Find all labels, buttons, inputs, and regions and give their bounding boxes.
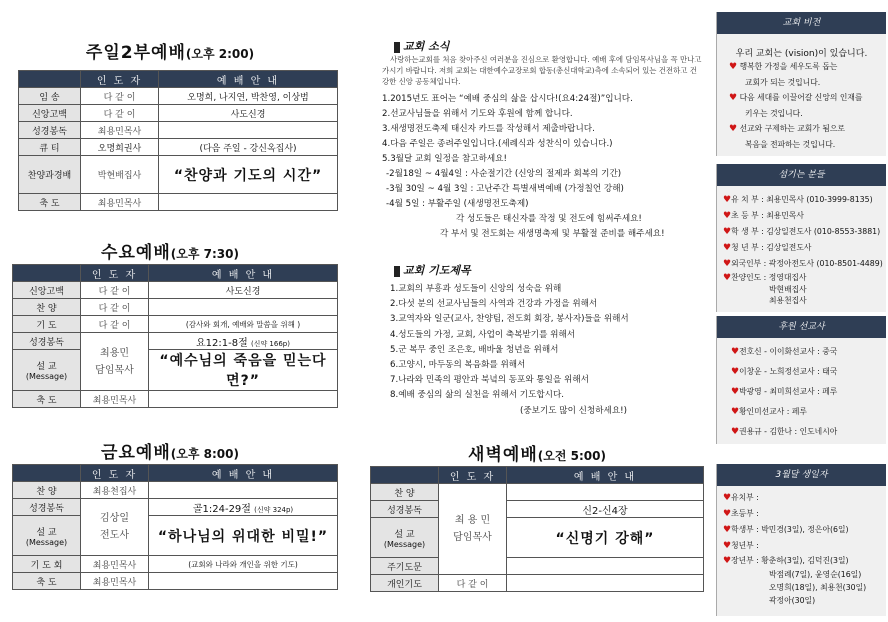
wednesday-title: 수요예배(오후 7:30)	[101, 243, 239, 263]
vision-box: 교회 비전 우리 교회는 (vision)이 있습니다. ♥ 행복한 가정을 세우도록 돕는 교회가 되는 것입니다. ♥ 다음 세대를 이끌어갈 신앙의 인재를 키우는 것입니다. ♥ 선교와 구제하는 교회가 됨으로 복음을 전파하는 것입니다.	[716, 12, 886, 156]
missionary-box: 후원 선교사 ♥전호신 - 이이화선교사 : 중국 ♥이창운 - 노희정선교사 : 태국 ♥박광영 - 최미희선교사 : 페루 ♥황인미선교사 : 페루 ♥권용규 - 김한나 : 인도네시아	[716, 316, 886, 444]
dawn-table: 인 도 자 예 배 안 내 찬 양 최 용 민 담임목사 성경봉독 신2-신4장 설 교 (Message) “신명기 강해” 주기도문 개인기도 다 같 이	[370, 466, 704, 592]
news-heading: 교회 소식	[394, 38, 449, 54]
news-block: 사랑하는교회를 처음 찾아주신 여러분을 진심으로 환영합니다. 예배 후에 담임목사님을 꼭 만나고 가시기 바랍니다. 저희 교회는 대한예수교장로회 합동(총신대학교)측에 소속되어 있는 건전하고 건강한 신앙 공동체입니다. 1.2015년도 표어는 “예배 중심의 삶을 삽시다!(요4:24절)”입니다. 2.선교사님들을 위해서 기도와 후원에 함께 합니다. 3.새생명전도축제 태신자 카드를 작성해서 제출바랍니다. 4.다음 주일은 종려주일입니다.(세례식과 성찬식이 있습니다.) 5.3월달 교회 일정을 참고하세요! -2월18일 ~ 4월4일 : 사순절기간 (신앙의 절제과 회복의 기간) -3월 30일 ~ 4월 3일 : 고난주간 특별새벽예배 (가정칠언 강해) -4월 5일 : 부활주일 (새생명전도축제) 각 성도들은 태신자를 작정 및 전도에 힘써주세요! 각 부서 및 전도회는 새생명축제 및 부활절 준비를 해주세요!	[382, 55, 702, 239]
prayer-heading: 교회 기도제목	[394, 262, 471, 278]
birthday-box: 3월달 생일자 ♥유치부 : ♥초등부 : ♥학생부 : 박민경(3일), 정은아(6일) ♥청년부 : ♥장년부 : 황춘하(3일), 김덕진(3일) 박점례(7일), 윤영순(16일) 오명희(18일), 최용천(30일) 곽정아(30일)	[716, 464, 886, 616]
dawn-title: 새벽예배(오전 5:00)	[468, 445, 606, 465]
missionary-heading: 후원 선교사	[717, 316, 886, 338]
vision-heading: 교회 비전	[717, 12, 886, 34]
news-column	[352, 0, 707, 622]
wednesday-table: 인 도 자 예 배 안 내 신앙고백 다 같 이 사도신경 찬 양 다 같 이 기 도 다 같 이 (감사와 회개, 예배와 말씀을 위해 ) 성경봉독 최용민 담임목사 요12:1-8절 (신약 166p) 설 교 (Message) “예수님의 죽음을 믿는다면?” 축 도 최용민목사	[12, 264, 338, 408]
friday-table: 인 도 자 예 배 안 내 찬 양 최용천집사 성경봉독 김상일 전도사 골1:24-29절 (신약 324p) 설 교 (Message) “하나님의 위대한 비밀!” 기 도 회 최용민목사 (교회와 나라와 개인을 위한 기도) 축 도 최용민목사	[12, 464, 338, 590]
servants-box: 섬기는 분들 ♥유 치 부 : 최용민목사 (010-3999-8135) ♥초 등 부 : 최용민목사 ♥학 생 부 : 김상일전도사 (010-8553-3881) ♥청 년 부 : 김상일전도사 ♥외국인부 : 곽정아전도사 (010-8501-4489) ♥찬양인도 : 정영대집사 박현배집사 최용천집사	[716, 164, 886, 312]
worship-column-left	[0, 0, 340, 622]
sidebar-column	[716, 0, 886, 622]
sunday-table: 인 도 자 예 배 안 내 임 송 다 같 이 오명희, 나지연, 박찬영, 이상범 신앙고백 다 같 이 사도신경 성경봉독 최용민목사 큐 티 오명희권사 (다음 주일 - 강신옥집사) 찬양과경배 박현배집사 “찬양과 기도의 시간” 축 도 최용민목사	[18, 70, 338, 211]
servants-heading: 섬기는 분들	[717, 164, 886, 186]
friday-title: 금요예배(오후 8:00)	[101, 443, 239, 463]
sunday-title: 주일2부예배(오후 2:00)	[85, 43, 255, 63]
birthday-heading: 3월달 생일자	[717, 464, 886, 486]
prayer-block: 1.교회의 부흥과 성도들이 신앙의 성숙을 위해 2.다섯 분의 선교사님들의 사역과 건강과 가정을 위해서 3.교역자와 일군(교사, 찬양팀, 전도회 회장, 봉사자)들을 위해서 4.성도들의 가정, 교회, 사업이 축복받기를 위해서 5.군 복무 중인 조은호, 배바울 청년을 위해서 6.고양시, 마두동의 복음화를 위해서 7.나라와 민족의 평안과 북녘의 동포와 통일을 위해서 8.예배 중심의 삶의 실천을 위해서 기도합시다. (중보기도 많이 신청하세요!)	[390, 284, 629, 416]
